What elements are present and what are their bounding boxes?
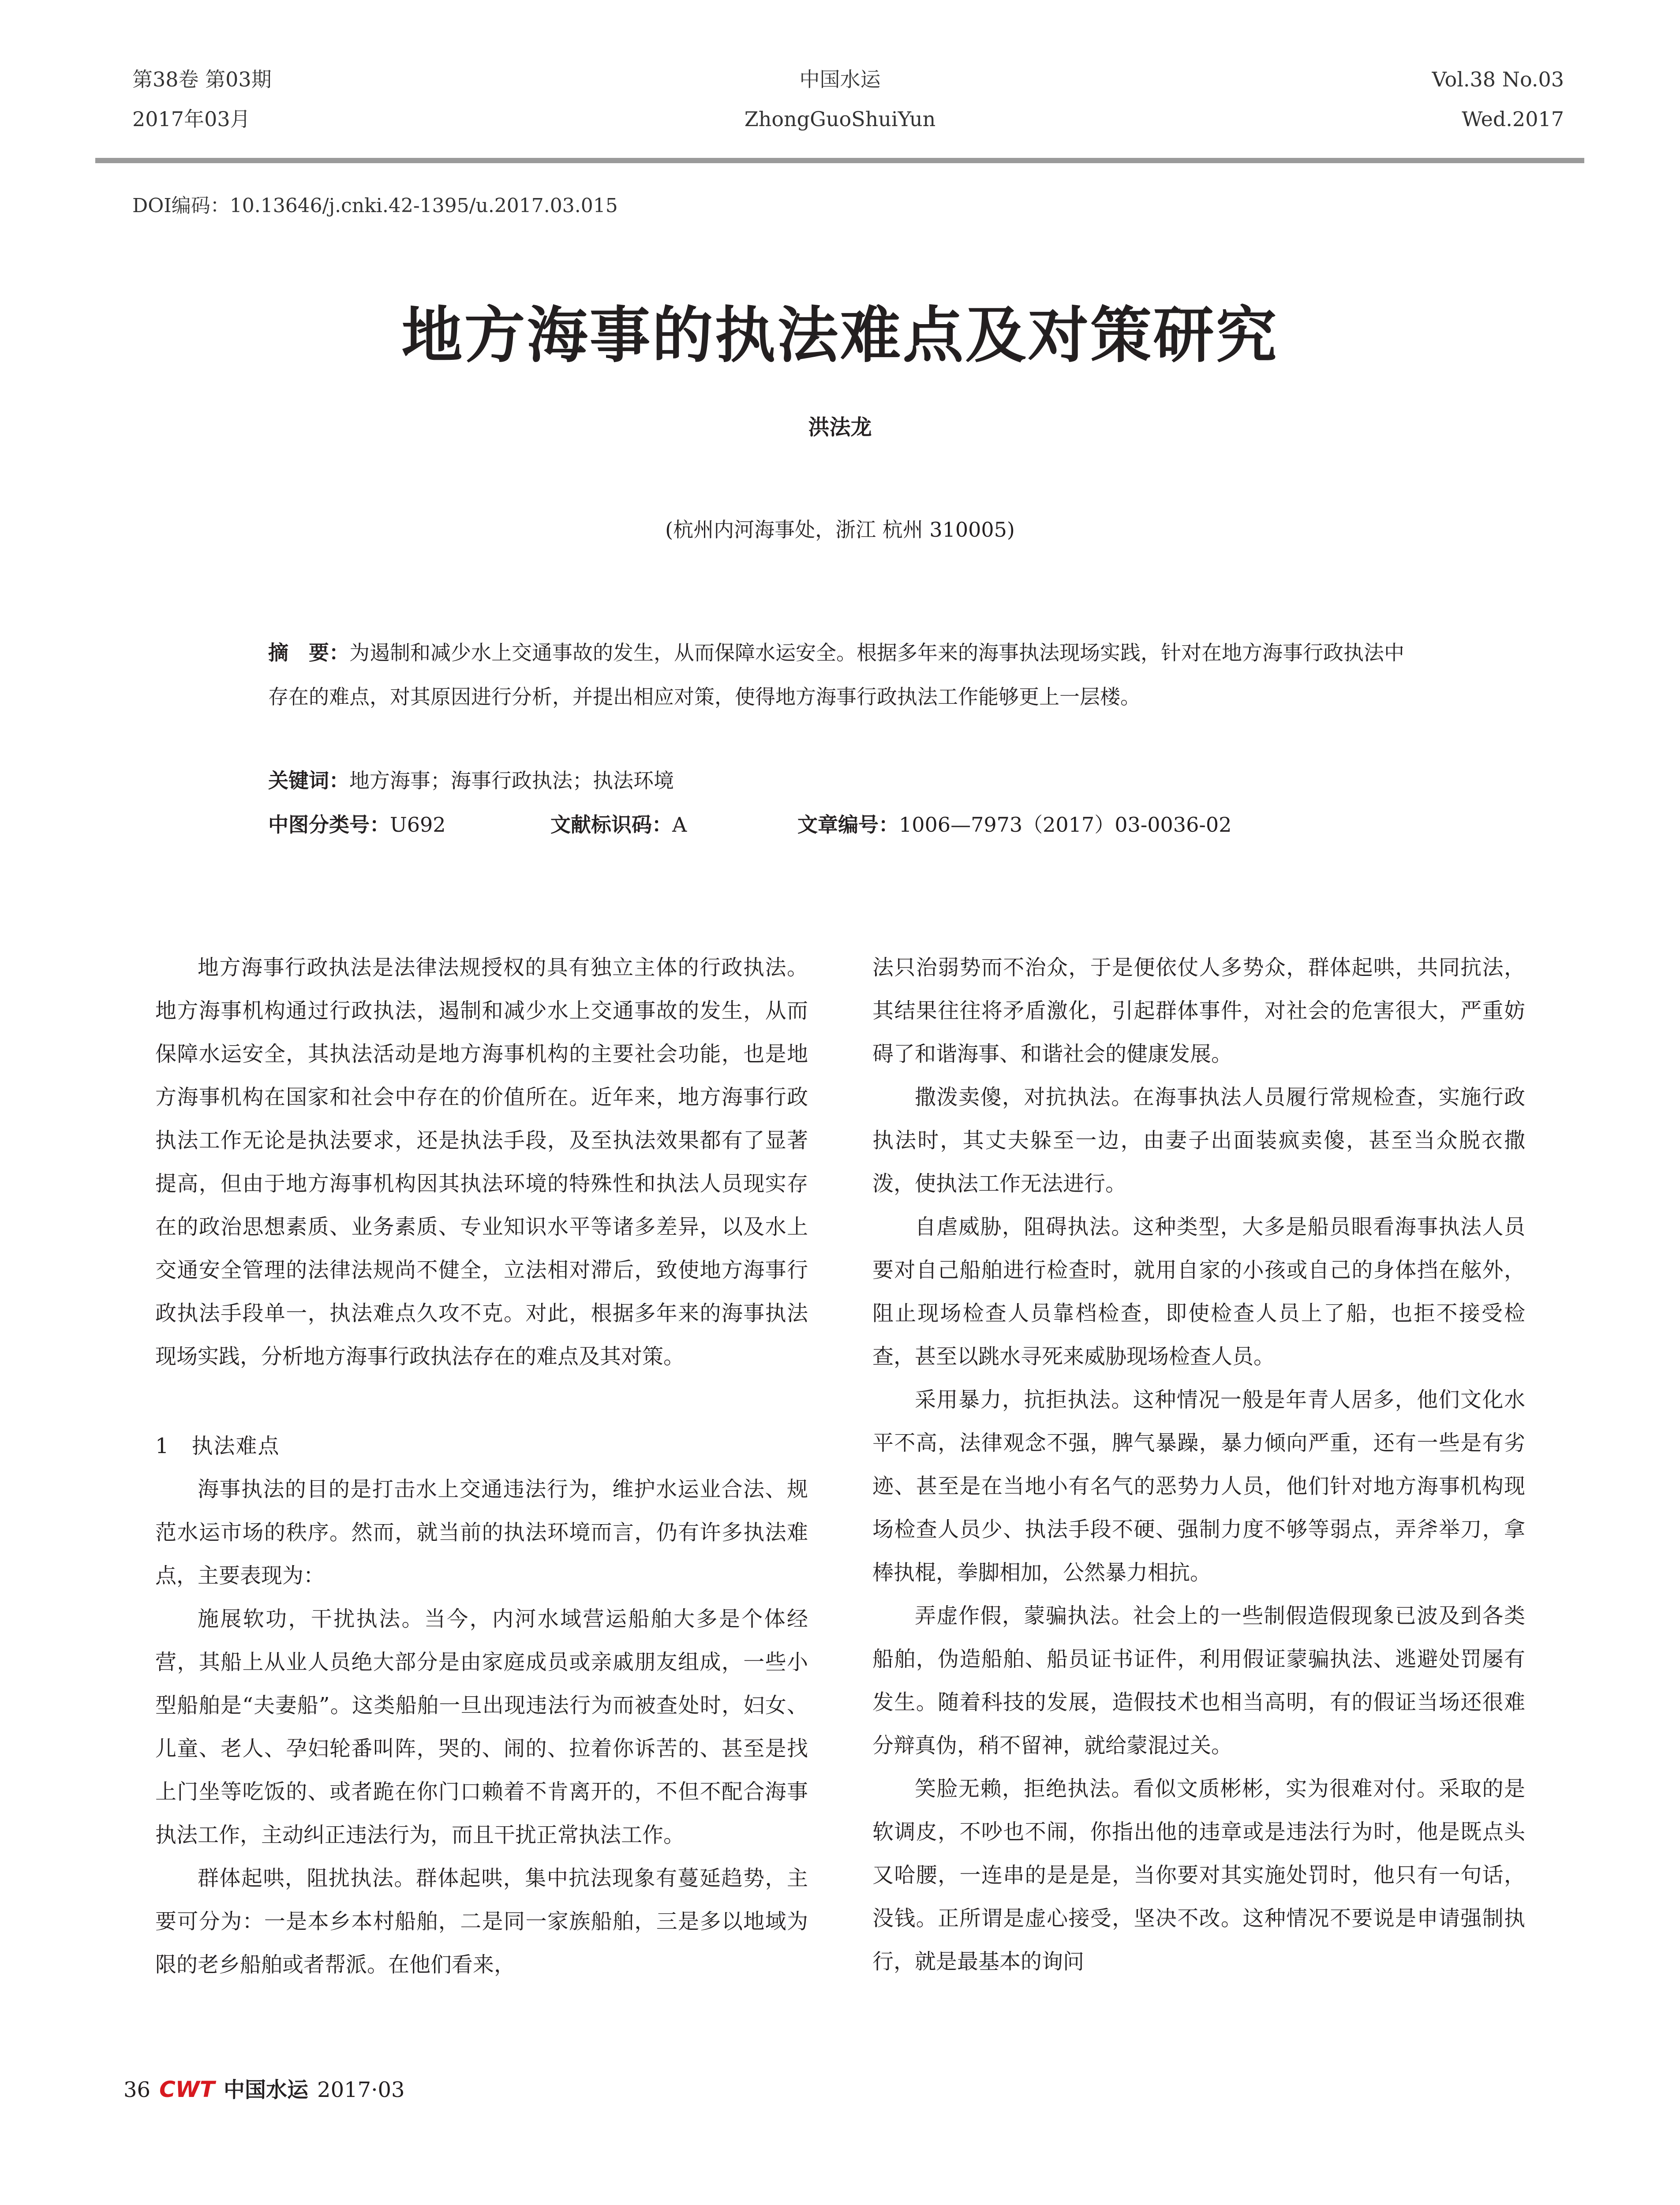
body-paragraph-continued: 法只治弱势而不治众，于是便依仗人多势众，群体起哄，共同抗法，其结果往往将矛盾激化，引起群体事件，对社会的危害很大，严重妨碍了和谐海事、和谐社会的健康发展。 (872, 955, 1525, 1066)
keywords (268, 759, 1231, 803)
article-number-value: 1006—7973（2017）03-0036-02 (899, 813, 1232, 837)
clc-label: 中图分类号： (268, 813, 390, 837)
body-paragraph: 笑脸无赖，拒绝执法。看似文质彬彬，实为很难对付。采取的是软调皮，不吵也不闹，你指出他的违章或是违法行为时，他是既点头又哈腰，一连串的是是是，当你要对其实施处罚时，他只有一句话，没钱。正所谓是虚心接受，坚决不改。这种情况不要说是申请强制执行，就是最基本的询问 (872, 1776, 1525, 1974)
abstract (268, 631, 1424, 719)
page-footer (123, 2073, 405, 2103)
body-paragraph: 采用暴力，抗拒执法。这种情况一般是年青人居多，他们文化水平不高，法律观念不强，脾气暴躁，暴力倾向严重，还有一些是有劣迹、甚至是在当地小有名气的恶势力人员，他们针对地方海事机构现场检查人员少、执法手段不硬、强制力度不够等弱点，弄斧举刀，拿棒执棍，拳脚相加，公然暴力相抗。 (872, 1387, 1525, 1585)
paper-title: 地方海事的执法难点及对策研究 (401, 299, 1279, 371)
page-number: 36 (123, 2078, 151, 2102)
keywords-label: 关键词： (268, 769, 349, 792)
abstract-text: 为遏制和减少水上交通事故的发生，从而保障水运安全。根据多年来的海事执法现场实践，针对在地方海事行政执法中存在的难点，对其原因进行分析，并提出相应对策，使得地方海事行政执法工作能够更上一层楼。 (268, 641, 1404, 709)
journal-date-en: Wed.2017 (1462, 107, 1564, 131)
affiliation: (杭州内河海事处，浙江 杭州 310005) (665, 518, 1015, 542)
intro-paragraph: 地方海事行政执法是法律法规授权的具有独立主体的行政执法。地方海事机构通过行政执法，遏制和减少水上交通事故的发生，从而保障水运安全，其执法活动是地方海事机构的主要社会功能，也是地方海事机构在国家和社会中存在的价值所在。近年来，地方海事行政执法工作无论是执法要求，还是执法手段，及至执法效果都有了显著提高，但由于地方海事机构因其执法环境的特殊性和执法人员现实存在的政治思想素质、业务素质、专业知识水平等诸多差异，以及水上交通安全管理的法律法规尚不健全，立法相对滞后，致使地方海事行政执法手段单一，执法难点久攻不克。对此，根据多年来的海事执法现场实践，分析地方海事行政执法存在的难点及其对策。 (155, 955, 808, 1369)
article-number-label: 文章编号： (797, 813, 899, 837)
classification-row (268, 803, 1231, 847)
body-left-column (155, 946, 808, 1986)
clc-value: U692 (390, 813, 446, 837)
abstract-label: 摘 要： (268, 641, 349, 665)
doc-code-value: A (672, 813, 687, 837)
author: 洪法龙 (808, 415, 872, 440)
cwt-logo: CWT (159, 2077, 215, 2102)
header-rule (95, 158, 1584, 163)
doi: DOI编码：10.13646/j.cnki.42-1395/u.2017.03.015 (132, 194, 618, 217)
journal-name-pinyin: ZhongGuoShuiYun (744, 107, 936, 131)
body-paragraph: 群体起哄，阻扰执法。群体起哄，集中抗法现象有蔓延趋势，主要可分为：一是本乡本村船舶，二是同一家族船舶，三是多以地域为限的老乡船舶或者帮派。在他们看来， (155, 1866, 808, 1977)
footer-journal-name: 中国水运 (224, 2078, 309, 2102)
body-right-column (872, 946, 1525, 1983)
body-paragraph: 施展软功，干扰执法。当今，内河水域营运船舶大多是个体经营，其船上从业人员绝大部分是由家庭成员或亲戚朋友组成，一些小型船舶是“夫妻船”。这类船舶一旦出现违法行为而被查处时，妇女、儿童、老人、孕妇轮番叫阵，哭的、闹的、拉着你诉苦的、甚至是找上门坐等吃饭的、或者跪在你门口赖着不肯离开的，不但不配合海事执法工作，主动纠正违法行为，而且干扰正常执法工作。 (155, 1607, 808, 1847)
journal-name: 中国水运 (799, 67, 881, 91)
body-paragraph: 撒泼卖傻，对抗执法。在海事执法人员履行常规检查，实施行政执法时，其丈夫躲至一边，由妻子出面装疯卖傻，甚至当众脱衣撒泼，使执法工作无法进行。 (872, 1085, 1525, 1196)
journal-volume-issue: 第38卷 第03期 (132, 67, 272, 91)
body-paragraph: 自虐威胁，阻碍执法。这种类型，大多是船员眼看海事执法人员要对自己船舶进行检查时，就用自家的小孩或自己的身体挡在舷外，阻止现场检查人员靠档检查，即使检查人员上了船，也拒不接受检查，甚至以跳水寻死来威胁现场检查人员。 (872, 1215, 1525, 1369)
doc-code-label: 文献标识码： (550, 813, 672, 837)
keywords-text: 地方海事；海事行政执法；执法环境 (349, 769, 674, 792)
paper-metadata (268, 759, 1231, 847)
body-paragraph: 海事执法的目的是打击水上交通违法行为，维护水运业合法、规范水运市场的秩序。然而，就当前的执法环境而言，仍有许多执法难点，主要表现为： (155, 1477, 808, 1588)
section-heading-1: 1 执法难点 (155, 1434, 280, 1458)
footer-issue: 2017·03 (317, 2078, 405, 2102)
body-paragraph: 弄虚作假，蒙骗执法。社会上的一些制假造假现象已波及到各类船舶，伪造船舶、船员证书证件，利用假证蒙骗执法、逃避处罚屡有发生。随着科技的发展，造假技术也相当高明，有的假证当场还很难分辩真伪，稍不留神，就给蒙混过关。 (872, 1603, 1525, 1758)
journal-date: 2017年03月 (132, 107, 251, 131)
journal-volume-en: Vol.38 No.03 (1432, 67, 1564, 91)
